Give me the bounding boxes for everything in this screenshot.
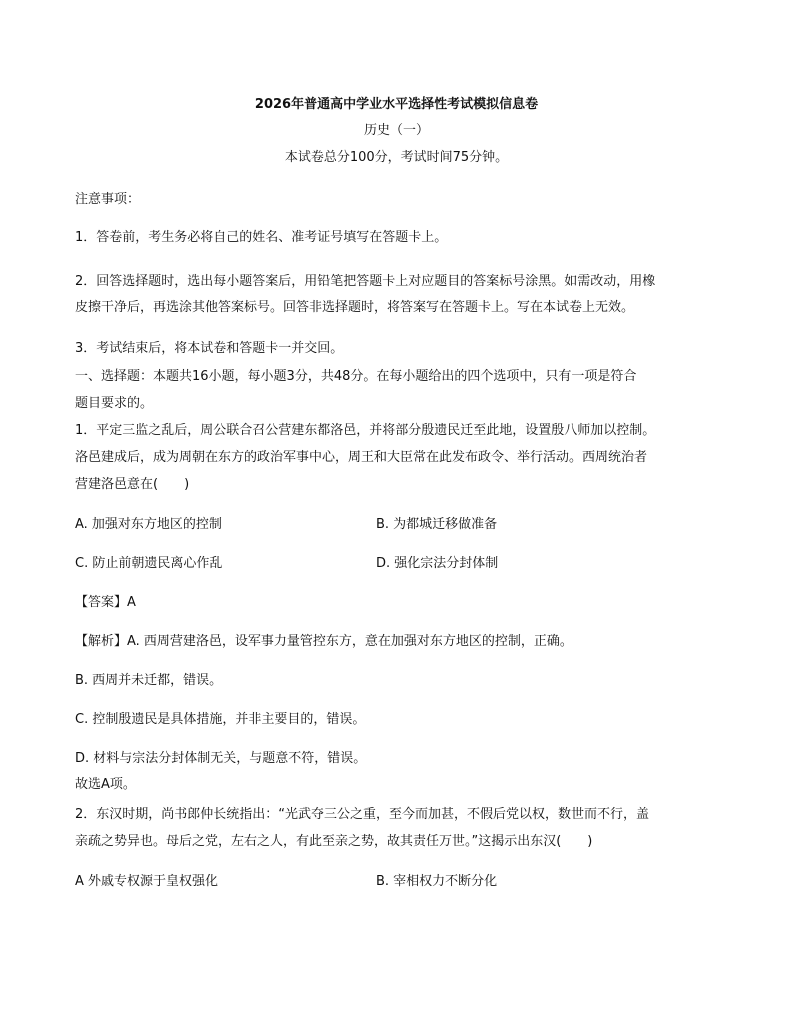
question-1-option-d: D. 强化宗法分封体制	[376, 556, 499, 571]
question-1-analysis-d: D. 材料与宗法分封体制无关，与题意不符，错误。	[75, 751, 367, 766]
note-item-1: 1．答卷前，考生务必将自己的姓名、准考证号填写在答题卡上。	[75, 230, 448, 245]
question-1-line-2: 洛邑建成后，成为周朝在东方的政治军事中心，周王和大臣常在此发布政令、举行活动。西周统治者	[75, 450, 648, 465]
question-1-answer: 【答案】A	[75, 595, 136, 610]
question-1-analysis-c: C. 控制殷遗民是具体措施，并非主要目的，错误。	[75, 712, 366, 727]
question-2-line-2: 亲疏之势异也。母后之党，左右之人，有此至亲之势，故其责任万世。”这揭示出东汉( )	[75, 834, 593, 849]
question-1-option-b: B. 为都城迁移做准备	[376, 517, 498, 532]
note-item-3: 3．考试结束后，将本试卷和答题卡一并交回。	[75, 341, 344, 356]
question-1-analysis-b: B. 西周并未迁都，错误。	[75, 673, 223, 688]
section-heading-line-1: 一、选择题：本题共16小题，每小题3分，共48分。在每小题给出的四个选项中，只有一项是符合	[75, 369, 637, 384]
question-1-line-3: 营建洛邑意在( )	[75, 477, 190, 492]
question-1-option-a: A. 加强对东方地区的控制	[75, 517, 222, 532]
notes-heading: 注意事项：	[75, 192, 141, 207]
question-1-analysis-a: 【解析】A. 西周营建洛邑，设军事力量管控东方，意在加强对东方地区的控制，正确。	[75, 634, 573, 649]
question-1-conclusion: 故选A项。	[75, 777, 136, 792]
section-heading-line-2: 题目要求的。	[75, 396, 154, 411]
question-1-line-1: 1．平定三监之乱后，周公联合召公营建东都洛邑，并将部分殷遗民迁至此地，设置殷八师加以控制。	[75, 423, 656, 438]
exam-title: 2026年普通高中学业水平选择性考试模拟信息卷	[254, 97, 539, 112]
question-2-option-a: A 外戚专权源于皇权强化	[75, 874, 219, 889]
exam-subject: 历史（一）	[363, 123, 429, 138]
note-item-2-line-2: 皮擦干净后，再选涂其他答案标号。回答非选择题时，将答案写在答题卡上。写在本试卷上无效。	[75, 300, 635, 315]
question-2-line-1: 2．东汉时期，尚书郎仲长统指出：“光武夺三公之重，至今而加甚，不假后党以权，数世而不行，盖	[75, 807, 650, 822]
question-1-option-c: C. 防止前朝遗民离心作乱	[75, 556, 223, 571]
exam-info: 本试卷总分100分，考试时间75分钟。	[284, 150, 509, 165]
note-item-2-line-1: 2．回答选择题时，选出每小题答案后，用铅笔把答题卡上对应题目的答案标号涂黑。如需改动，用橡	[75, 274, 656, 289]
question-2-option-b: B. 宰相权力不断分化	[376, 874, 498, 889]
